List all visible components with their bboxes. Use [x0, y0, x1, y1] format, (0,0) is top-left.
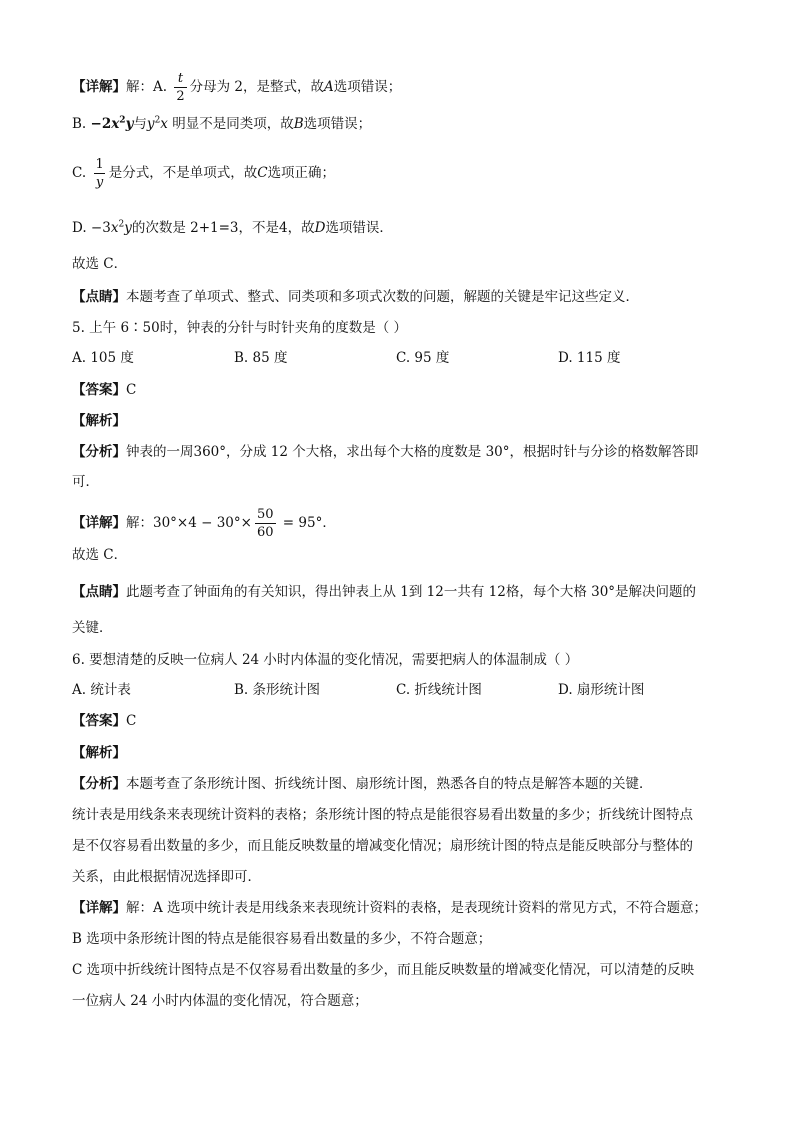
exp: 2 — [118, 219, 125, 230]
detail-line-c — [72, 158, 335, 189]
q6-body-line-2: 是不仅容易看出数量的多少，而且能反映数量的增减变化情况；扇形统计图的特点是能反映部分与整体的 — [72, 838, 693, 854]
q5-note-line-1 — [72, 582, 696, 602]
q6-option-b: B. 条形统计图 — [234, 682, 321, 698]
text: 与 — [133, 116, 147, 132]
denominator: 60 — [256, 525, 274, 540]
q5-option-d: D. 115 度 — [558, 350, 621, 366]
note-line — [72, 287, 639, 307]
option-letter: B — [293, 116, 304, 132]
text: 是分式，不是单项式，故 — [108, 165, 258, 181]
question-5-stem: 5. 上午 6∶50时，钟表的分针与时针夹角的度数是（ ） — [72, 320, 408, 336]
q5-analysis-line-1 — [72, 442, 699, 462]
q6-detail-line-4: 一位病人 24 小时内体温的变化情况，符合题意； — [72, 993, 368, 1009]
answer-tag: 【答案】 — [72, 713, 126, 729]
text: 本题考查了单项式、整式、同类项和多项式次数的问题，解题的关键是牢记这些定义． — [126, 289, 639, 305]
choose-line: 故选 C． — [72, 256, 128, 272]
expr-1 — [91, 116, 134, 132]
note-tag: 【点睛】 — [72, 584, 126, 600]
detail-line-b — [72, 114, 371, 134]
text: 选项错误； — [333, 79, 402, 95]
var-x: x — [160, 116, 168, 132]
q6-body-line-1: 统计表是用线条来表现统计资料的表格；条形统计图的特点是能很容易看出数量的多少；折线统计图特点 — [72, 807, 693, 823]
text: 选项正确； — [267, 165, 336, 181]
detail-line-a — [72, 72, 401, 103]
text: C. — [72, 165, 91, 181]
expr-2 — [147, 116, 168, 132]
text: 选项错误． — [325, 220, 393, 236]
var-y: y — [146, 116, 155, 132]
q6-detail-line-3: C 选项中折线统计图特点是不仅容易看出数量的多少，而且能反映数量的增减变化情况，可以清楚的反映 — [72, 962, 695, 978]
q6-body-line-3: 关系，由此根据情况选择即可． — [72, 869, 261, 885]
text: 解：A 选项中统计表是用线条来表现统计资料的表格，是表现统计资料的常见方式，不符合题意； — [126, 900, 708, 916]
text: 本题考查了条形统计图、折线统计图、扇形统计图，熟悉各自的特点是解答本题的关键． — [126, 776, 653, 792]
q5-detail — [72, 508, 336, 539]
q6-detail-line-1 — [72, 898, 707, 918]
text: = 95°． — [278, 515, 336, 531]
q5-option-b: B. 85 度 — [234, 350, 288, 366]
denominator: 2 — [176, 89, 185, 104]
q6-option-a: A. 统计表 — [72, 682, 131, 698]
detail-tag: 【详解】 — [72, 900, 126, 916]
text: 的次数是 2+1=3，不是4，故 — [131, 220, 315, 236]
var-x: x — [110, 220, 119, 236]
fraction-1-over-y — [93, 158, 105, 189]
text: B. — [72, 116, 91, 132]
numerator: 1 — [95, 157, 104, 172]
text: 此题考查了钟面角的有关知识，得出钟表上从 1到 12一共有 12格，每个大格 30°是解决问题的 — [126, 584, 697, 600]
detail-line-d — [72, 218, 393, 238]
q6-option-d: D. 扇形统计图 — [558, 682, 645, 698]
text: 明显不是同类项，故 — [167, 116, 294, 132]
var-x: x — [111, 116, 120, 132]
question-6-stem: 6. 要想清楚的反映一位病人 24 小时内体温的变化情况，需要把病人的体温制成（ ） — [72, 652, 579, 668]
text: 钟表的一周360°，分成 12 个大格，求出每个大格的度数是 30°，根据时针与分诊的格数解答即 — [126, 444, 699, 460]
analysis-tag: 【分析】 — [72, 776, 126, 792]
q5-option-c: C. 95 度 — [396, 350, 450, 366]
exp: 2 — [119, 115, 126, 126]
q6-analysis-tag: 【解析】 — [72, 745, 126, 761]
note-tag: 【点睛】 — [72, 289, 126, 305]
q6-detail-line-2: B 选项中条形统计图的特点是能很容易看出数量的多少，不符合题意； — [72, 931, 492, 947]
q5-analysis-tag: 【解析】 — [72, 413, 126, 429]
fraction-t-over-2 — [174, 72, 186, 103]
text: 分母为 2，是整式，故 — [189, 79, 325, 95]
fraction-50-over-60 — [255, 508, 276, 539]
option-letter: D — [314, 220, 326, 236]
option-letter: A — [324, 79, 334, 95]
q6-analysis-line — [72, 774, 653, 794]
q5-option-a: A. 105 度 — [72, 350, 134, 366]
q5-note-line-2: 关键． — [72, 620, 113, 636]
text: 选项错误； — [303, 116, 372, 132]
text: 解：A. — [126, 79, 172, 95]
answer-tag: 【答案】 — [72, 382, 126, 398]
analysis-tag: 【分析】 — [72, 444, 126, 460]
q5-analysis-line-2: 可． — [72, 474, 99, 490]
option-letter: C — [257, 165, 268, 181]
detail-tag: 【详解】 — [72, 79, 126, 95]
var-y: y — [125, 116, 134, 132]
text: D. −3 — [72, 220, 111, 236]
var-y: y — [124, 220, 132, 236]
q6-option-c: C. 折线统计图 — [396, 682, 482, 698]
coef: −2 — [90, 116, 112, 132]
answer-value: C — [126, 713, 137, 729]
denominator: y — [95, 175, 104, 190]
exp: 2 — [154, 115, 161, 126]
q5-choose: 故选 C． — [72, 547, 128, 563]
numerator: 50 — [256, 507, 274, 522]
answer-value: C — [126, 382, 137, 398]
q5-answer — [72, 380, 136, 400]
text: 解：30°×4 − 30°× — [126, 515, 252, 531]
numerator: t — [177, 71, 184, 86]
detail-tag: 【详解】 — [72, 515, 126, 531]
q6-answer — [72, 711, 136, 731]
